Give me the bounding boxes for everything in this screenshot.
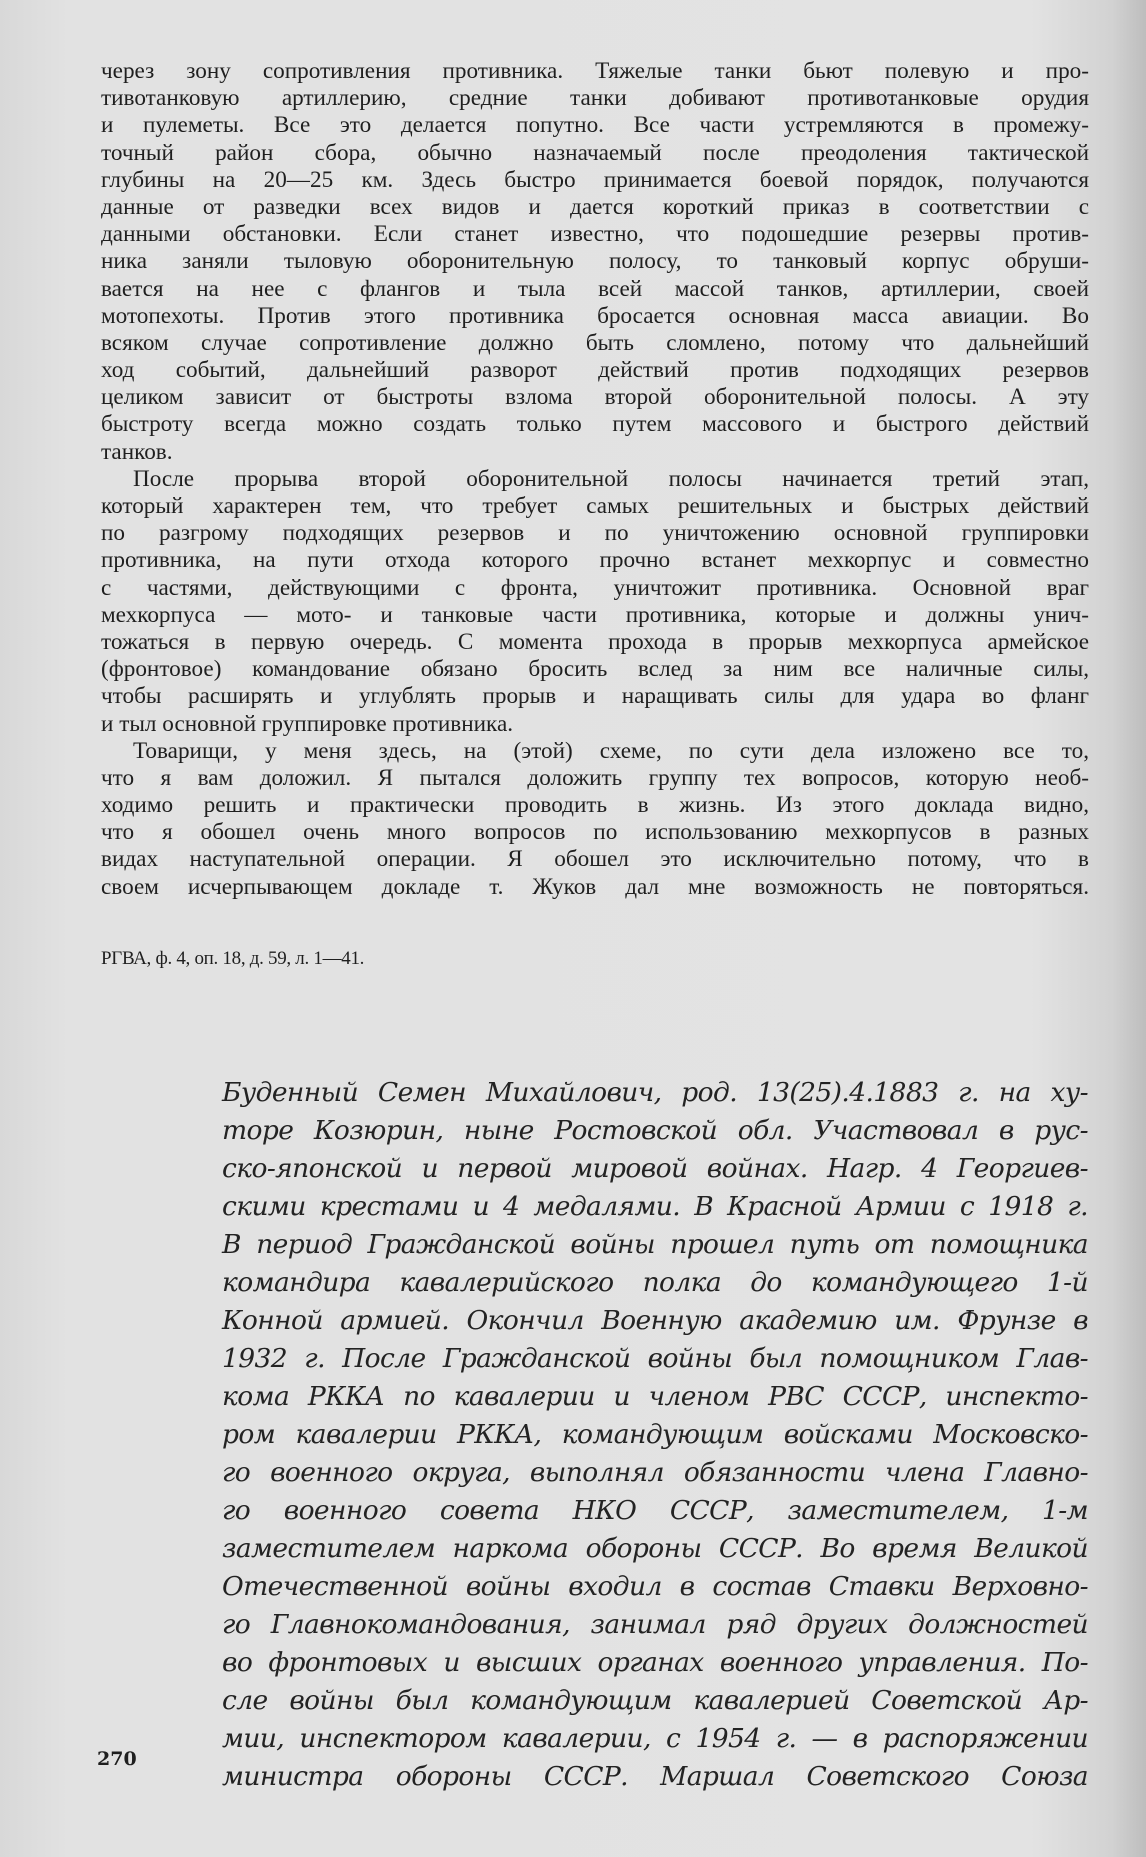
text-line: мехкорпуса — мото- и танковые части противника, которые и должны унич-	[101, 601, 1089, 628]
text-line: быстроту всегда можно создать только путем массового и быстрого действий	[101, 411, 1089, 438]
text-line: вается на нее с флангов и тыла всей массой танков, артиллерии, своей	[101, 275, 1089, 302]
text-line: целиком зависит от быстроты взлома второй оборонительной полосы. А эту	[101, 384, 1089, 411]
footnote-line: во фронтовых и высших органах военного управления. По-	[222, 1647, 1088, 1678]
text-line: глубины на 20—25 км. Здесь быстро принимается боевой порядок, получаются	[101, 166, 1089, 193]
text-line: После прорыва второй оборонительной полосы начинается третий этап,	[133, 465, 1089, 492]
footnote-line: ром кавалерии РККА, командующим войсками Московско-	[222, 1419, 1088, 1450]
footnote-line: заместителем наркома обороны СССР. Во время Великой	[222, 1533, 1088, 1564]
footnote-line: министра обороны СССР. Маршал Советского Союза	[222, 1761, 1088, 1792]
footnote-line: Буденный Семен Михайлович, род. 13(25).4.1883 г. на ху-	[222, 1077, 1088, 1108]
text-line: что я вам доложил. Я пытался доложить группу тех вопросов, которую необ-	[101, 764, 1089, 791]
text-line: который характерен тем, что требует самых решительных и быстрых действий	[101, 493, 1089, 519]
text-line: чтобы расширять и углублять прорыв и наращивать силы для удара во фланг	[101, 683, 1089, 710]
text-line: с частями, действующими с фронта, уничтожит противника. Основной враг	[101, 574, 1089, 601]
footnote-line: В период Гражданской войны прошел путь от помощника	[222, 1229, 1088, 1260]
footnote-line: мии, инспектором кавалерии, с 1954 г. — в распоряжении	[222, 1723, 1088, 1754]
text-line: своем исчерпывающем докладе т. Жуков дал мне возможность не повторяться.	[101, 873, 1089, 900]
text-line: точный район сбора, обычно назначаемый после преодоления тактической	[101, 139, 1089, 166]
footnote-line: сле войны был командующим кавалерией Советской Ар-	[222, 1685, 1088, 1716]
main-text	[101, 58, 1089, 901]
footnote-line: ско-японской и первой мировой войнах. Нагр. 4 Георгиев-	[222, 1153, 1088, 1184]
text-line: тожаться в первую очередь. С момента прохода в прорыв мехкорпуса армейское	[101, 628, 1089, 655]
paragraph	[101, 466, 1089, 738]
footnote-line: го военного совета НКО СССР, заместителем, 1-м	[222, 1495, 1088, 1526]
paragraph	[101, 738, 1089, 901]
text-line: и пулеметы. Все это делается попутно. Все части устремляются в промежу-	[101, 112, 1089, 139]
text-line: противника, на пути отхода которого прочно встанет мехкорпус и совместно	[101, 547, 1089, 574]
footnote-line: Конной армией. Окончил Военную академию им. Фрунзе в	[222, 1305, 1088, 1336]
footnote-line: го военного округа, выполнял обязанности члена Главно-	[222, 1457, 1088, 1488]
archive-source-reference: РГВА, ф. 4, оп. 18, д. 59, л. 1—41.	[101, 948, 365, 969]
text-line: через зону сопротивления противника. Тяжелые танки бьют полевую и про-	[101, 58, 1089, 84]
text-line: данные от разведки всех видов и дается короткий приказ в соответствии с	[101, 193, 1089, 220]
text-line: танков.	[101, 438, 173, 465]
text-line: тивотанковую артиллерию, средние танки добивают противотанковые орудия	[101, 85, 1089, 112]
biographical-footnote	[222, 1074, 1088, 1796]
text-line: ход событий, дальнейший разворот действий против подходящих резервов	[101, 357, 1089, 384]
footnote-line: кома РККА по кавалерии и членом РВС СССР, инспекто-	[222, 1381, 1088, 1412]
paragraph	[101, 58, 1089, 466]
footnote-line: Отечественной войны входил в состав Ставки Верховно-	[222, 1571, 1088, 1602]
text-line: данными обстановки. Если станет известно, что подошедшие резервы против-	[101, 221, 1089, 248]
text-line: всяком случае сопротивление должно быть сломлено, потому что дальнейший	[101, 329, 1089, 356]
footnote-line: скими крестами и 4 медалями. В Красной Армии с 1918 г.	[222, 1191, 1088, 1222]
text-line: видах наступательной операции. Я обошел это исключительно потому, что в	[101, 846, 1089, 873]
footnote-line: 1932 г. После Гражданской войны был помощником Глав-	[222, 1343, 1088, 1374]
text-line: мотопехоты. Против этого противника бросается основная масса авиации. Во	[101, 302, 1089, 329]
footnote-line: го Главнокомандования, занимал ряд других должностей	[222, 1609, 1088, 1640]
text-line: что я обошел очень много вопросов по использованию мехкорпусов в разных	[101, 819, 1089, 846]
text-line: ника заняли тыловую оборонительную полосу, то танковый корпус обруши-	[101, 248, 1089, 275]
text-line: Товарищи, у меня здесь, на (этой) схеме, по сути дела изложено все то,	[133, 737, 1089, 764]
page-number: 270	[97, 1748, 137, 1770]
text-line: (фронтовое) командование обязано бросить вслед за ним все наличные силы,	[101, 656, 1089, 683]
footnote-line: командира кавалерийского полка до командующего 1-й	[222, 1267, 1088, 1298]
footnote-line: торе Козюрин, ныне Ростовской обл. Участвовал в рус-	[222, 1115, 1088, 1146]
text-line: по разгрому подходящих резервов и по уничтожению основной группировки	[101, 520, 1089, 547]
text-line: и тыл основной группировке противника.	[101, 710, 514, 737]
text-line: ходимо решить и практически проводить в жизнь. Из этого доклада видно,	[101, 792, 1089, 819]
